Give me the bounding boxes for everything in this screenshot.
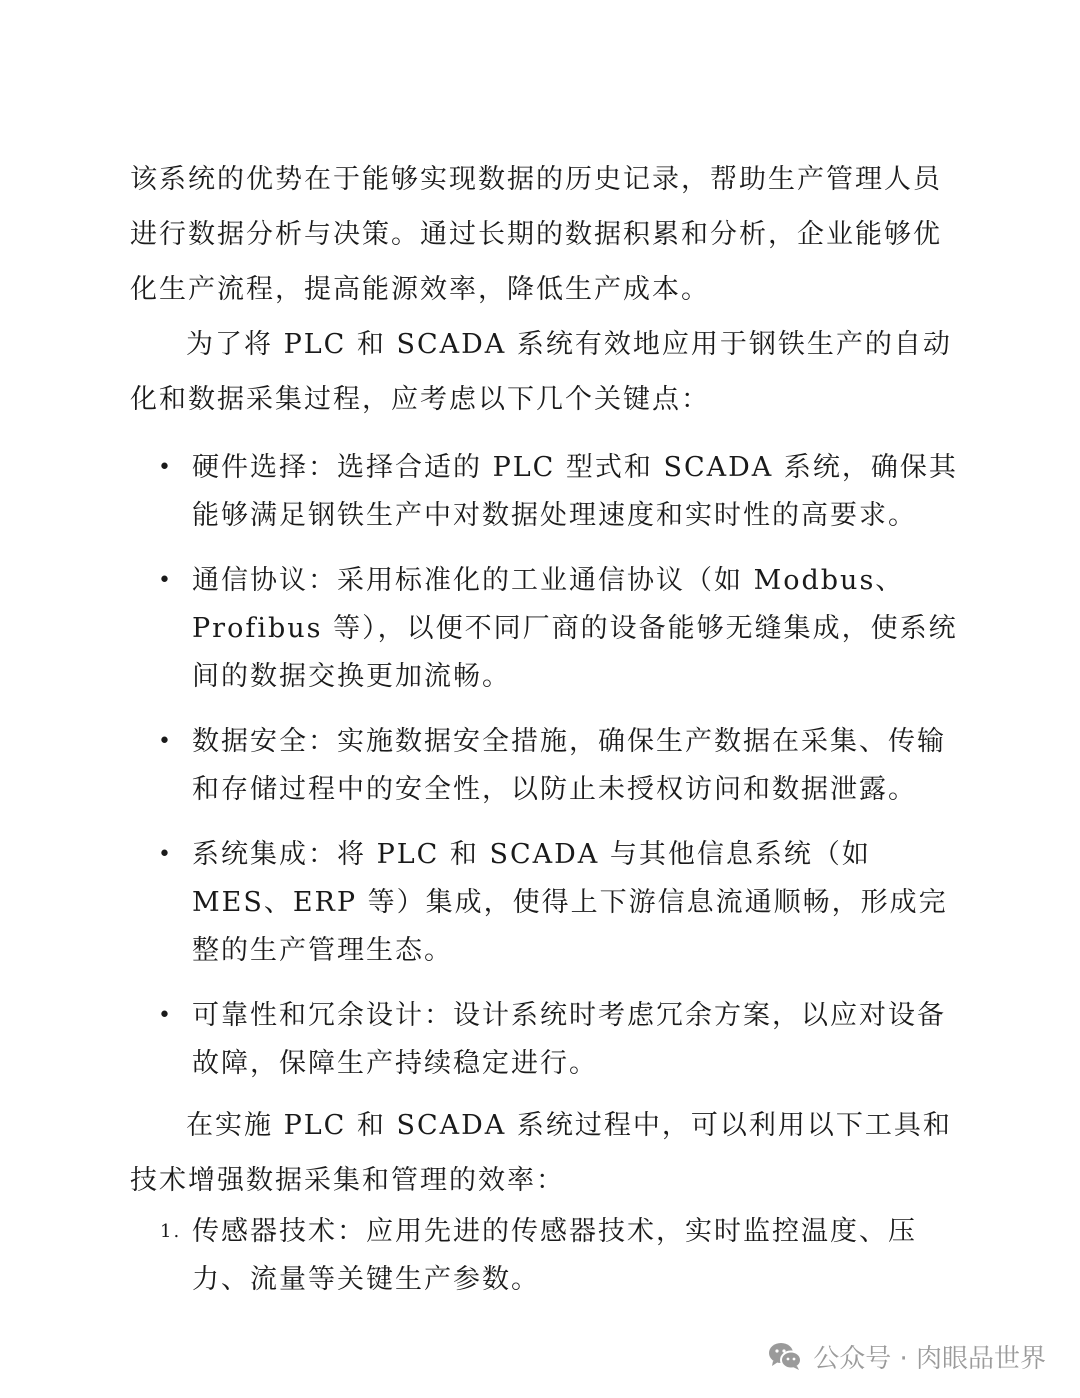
key-points-list	[130, 444, 960, 1088]
list-item	[130, 718, 960, 814]
list-item-text: 传感器技术：应用先进的传感器技术，实时监控温度、压力、流量等关键生产参数。	[192, 1216, 917, 1295]
list-item-text: 硬件选择：选择合适的 PLC 型式和 SCADA 系统，确保其能够满足钢铁生产中对数据处理速度和实时性的高要求。	[192, 452, 958, 531]
paragraph-tools-intro: 在实施 PLC 和 SCADA 系统过程中，可以利用以下工具和技术增强数据采集和管理的效率：	[130, 1110, 952, 1196]
bullet-marker: •	[158, 842, 173, 867]
list-item	[130, 444, 960, 540]
document-body	[130, 152, 960, 1304]
list-item	[130, 992, 960, 1088]
paragraph-history-advantage: 该系统的优势在于能够实现数据的历史记录，帮助生产管理人员进行数据分析与决策。通过长期的数据积累和分析，企业能够优化生产流程，提高能源效率，降低生产成本。	[130, 164, 942, 305]
list-item	[130, 1208, 960, 1304]
wechat-icon	[767, 1340, 803, 1372]
bullet-marker: •	[158, 455, 173, 480]
list-item-text: 通信协议：采用标准化的工业通信协议（如 Modbus、Profibus 等），以便不同厂商的设备能够无缝集成，使系统间的数据交换更加流畅。	[192, 565, 958, 692]
account-label: 公众号 · 肉眼品世界	[813, 1343, 1046, 1374]
bullet-marker: •	[158, 729, 173, 754]
watermark-footer	[767, 1336, 1046, 1376]
list-item	[130, 831, 960, 975]
bullet-marker: •	[158, 568, 173, 593]
number-marker: 1.	[160, 1221, 182, 1242]
bullet-marker: •	[158, 1003, 173, 1028]
list-item-text: 系统集成：将 PLC 和 SCADA 与其他信息系统（如 MES、ERP 等）集成，使得上下游信息流通顺畅，形成完整的生产管理生态。	[192, 839, 948, 966]
list-item-text: 可靠性和冗余设计：设计系统时考虑冗余方案，以应对设备故障，保障生产持续稳定进行。	[192, 1000, 946, 1079]
tools-numbered-list	[130, 1208, 960, 1304]
list-item-text: 数据安全：实施数据安全措施，确保生产数据在采集、传输和存储过程中的安全性，以防止未授权访问和数据泄露。	[192, 726, 946, 805]
paragraph-key-points-intro: 为了将 PLC 和 SCADA 系统有效地应用于钢铁生产的自动化和数据采集过程，应考虑以下几个关键点：	[130, 329, 952, 415]
list-item	[130, 557, 960, 701]
